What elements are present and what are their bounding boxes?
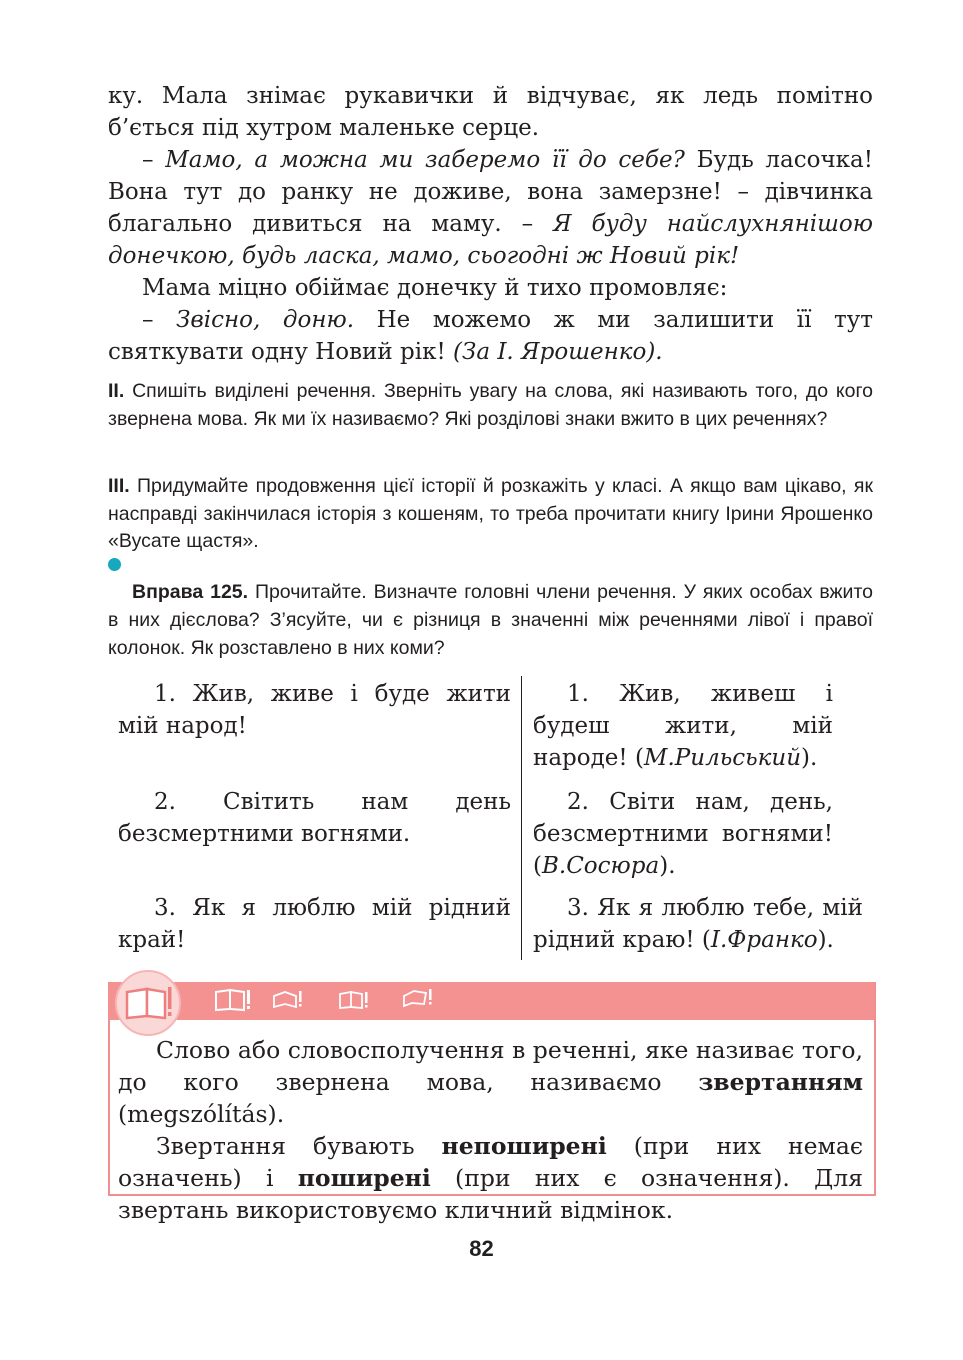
dash: –: [142, 147, 166, 173]
rule-header-scallop: [108, 1012, 874, 1024]
punctuation: ).: [801, 745, 818, 771]
book-icon: [338, 990, 372, 1010]
right-sentence-text: 3. Як я люблю тебе, мій рідний краю! (: [533, 895, 863, 953]
task-3: [108, 473, 873, 556]
book-icon: [117, 972, 179, 1034]
page-number: 82: [469, 1236, 494, 1261]
right-sentence-2: [533, 786, 833, 882]
term-poshyreni: поширені: [297, 1164, 431, 1192]
task-text: Придумайте продовження цієї історії й розкажіть у класі. А якщо вам цікаво, як насправді закінчилася історія з кошеням, то треба прочитати книгу Ірини Ярошенко «Вусате щастя».: [108, 475, 873, 552]
author-name: І.Франко: [710, 927, 818, 953]
rule-text-span: (megszólítás).: [118, 1100, 285, 1128]
author-name: В.Сосюра: [541, 853, 660, 879]
exercise-marker-dot: [108, 558, 121, 571]
rule-text: [118, 1034, 863, 1226]
rule-paragraph-2: [118, 1130, 863, 1226]
story-text-span: Будь ласочка! Вона тут до ранку не доживе, вона замерзне! – дівчинка благально дивиться на маму. –: [108, 147, 873, 237]
book-icon: [214, 988, 254, 1012]
exercise-label: Вправа 125.: [132, 581, 249, 603]
story-text: [108, 80, 873, 368]
book-icon: [402, 988, 436, 1008]
source-citation: (За І. Ярошенко).: [453, 339, 663, 365]
rule-text-span: (при них немає означень) і: [118, 1132, 863, 1192]
left-sentence-1: [118, 678, 511, 742]
column-divider: [521, 676, 522, 960]
right-sentence-1: [533, 678, 833, 774]
exercise-125: [108, 578, 873, 662]
left-sentence-3: [118, 892, 511, 956]
punctuation: ).: [817, 927, 834, 953]
author-name: М.Рильський: [643, 745, 802, 771]
task-number: ІІ.: [108, 380, 125, 402]
task-text: Спишіть виділені речення. Зверніть увагу на слова, які називають того, до кого звернена мова. Як ми їх називаємо? Які розділові знаки вжито в цих реченнях?: [108, 380, 873, 430]
rule-text-span: Слово або словосполучення в реченні, яке називає того, до кого звернена мова, називаємо: [118, 1036, 863, 1096]
story-paragraph-3: Мама міцно обіймає донечку й тихо промовляє:: [142, 275, 728, 301]
left-sentence-2: [118, 786, 511, 850]
task-number: ІІІ.: [108, 475, 130, 497]
right-sentence-text: 2. Світи нам, день, безсмертними вогнями! (: [533, 789, 833, 879]
left-sentence-text: 2. Світить нам день безсмертними вогнями.: [118, 789, 511, 847]
address-sentence-2: Я буду найслухнянішою донечкою, будь ласка, мамо, сьогодні ж Новий рік!: [108, 211, 873, 269]
story-paragraph-4: [108, 304, 873, 368]
story-paragraph-1: ку. Мала знімає рукавички й відчуває, як ледь помітно б’ється під хутром маленьке серце.: [108, 83, 873, 141]
book-icon: [272, 990, 306, 1010]
story-paragraph-2: [108, 144, 873, 272]
right-sentence-text: 1. Жив, живеш і будеш жити, мій народе! (: [533, 681, 833, 771]
punctuation: ).: [659, 853, 676, 879]
rule-text-span: Звертання бувають: [156, 1132, 442, 1160]
exercise-instructions: Прочитайте. Визначте головні члени речення. У яких особах вжито в них дієслова? З’ясуйте, чи є різниця в значенні між реченнями лівої і правої колонок. Як розставлено в них коми?: [108, 581, 873, 659]
term-zvertannia: звертанням: [698, 1068, 863, 1096]
address-sentence-1: Мамо, а можна ми заберемо її до себе?: [165, 147, 685, 173]
story-text-span: Не можемо ж ми залишити її тут святкувати одну Новий рік!: [108, 307, 873, 365]
right-sentence-3: [533, 892, 863, 956]
left-sentence-text: 3. Як я люблю мій рідний край!: [118, 895, 511, 953]
rule-badge: [115, 970, 181, 1036]
rule-paragraph-1: [118, 1034, 863, 1130]
rule-text-span: (при них є означення). Для звертань використовуємо кличний відмінок.: [118, 1164, 864, 1224]
task-2: [108, 378, 873, 433]
left-sentence-text: 1. Жив, живе і буде жити мій народ!: [118, 681, 511, 739]
address-sentence-3: Звісно, доню.: [176, 307, 355, 333]
term-neposhyreni: непоширені: [441, 1132, 607, 1160]
dash: –: [142, 307, 177, 333]
